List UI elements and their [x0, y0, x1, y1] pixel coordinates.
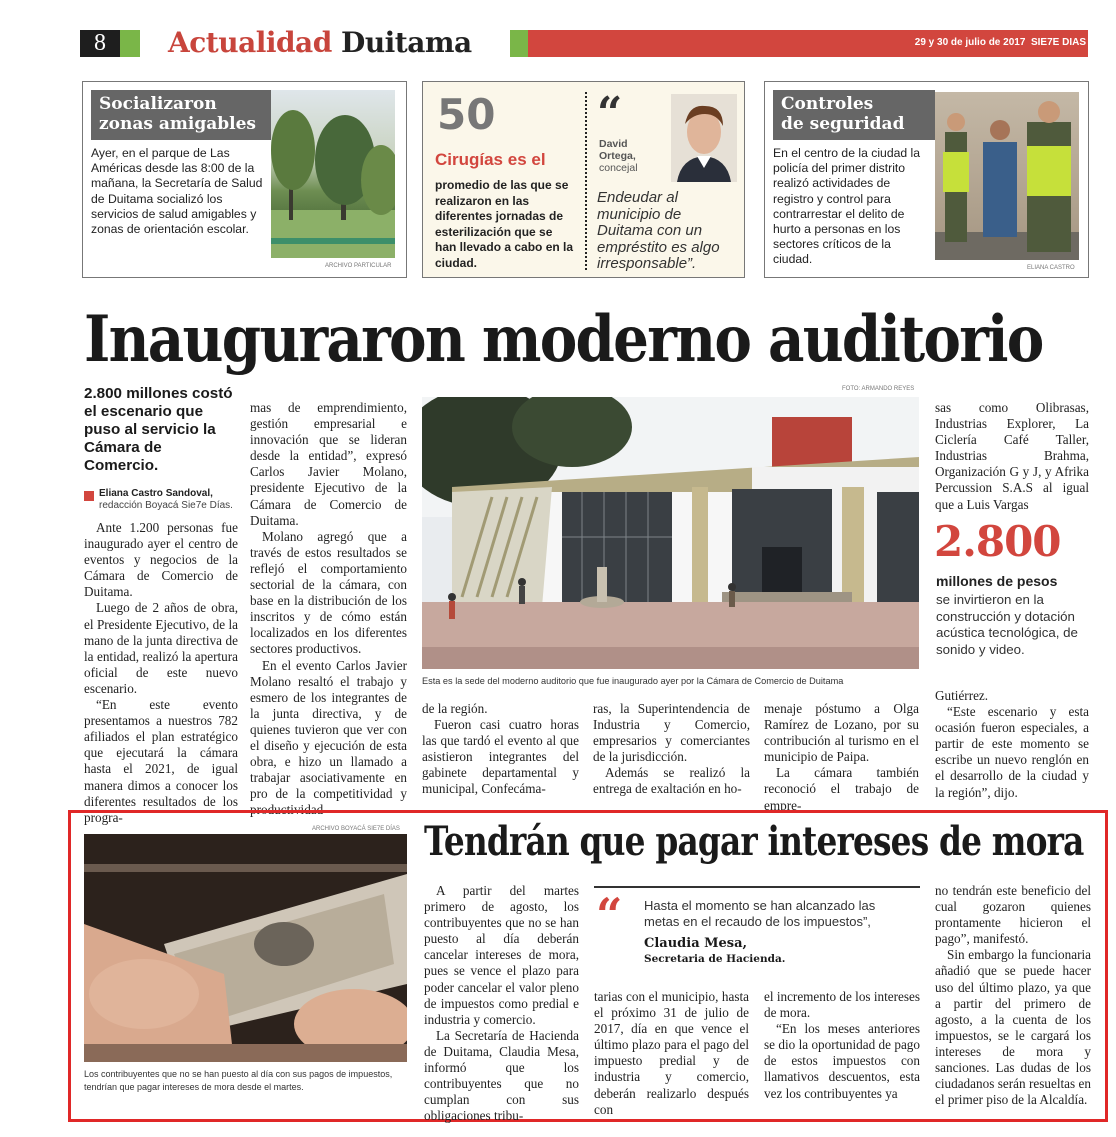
photo-credit: ARCHIVO PARTICULAR	[325, 263, 392, 269]
quote-person-role: concejal	[599, 162, 638, 174]
paragraph: La cámara también reconoció el trabajo de empre-	[764, 765, 919, 813]
brief-box-zonas	[82, 81, 407, 278]
paragraph: tarias con el municipio, hasta el próximo 31 de julio de 2017, día en que vence el último plazo para el pago del impuesto predial y de industria y comercio, deberán realizarlo después con	[594, 989, 749, 1117]
paragraph: “En este evento presentamos a nuestros 782 afiliados el plan estratégico que ejecutará la cámara hasta el 2021, de igual manera dimos a conocer los diferentes resultados de los progra-	[84, 697, 238, 825]
paragraph: “En los meses anteriores se dio la oportunidad de pago de estos impuestos con llamativos descuentos, esta vez los contribuyentes ya	[764, 1021, 920, 1101]
photo-caption: Los contribuyentes que no se han puesto al día con sus pagos de impuestos, tendrían que pagar intereses de mora desde el martes.	[84, 1069, 393, 1092]
brief-text: En el centro de la ciudad la policía del primer distrito realizó actividades de registro y control para contrarrestar el delito de hurto a personas en los sectores críticos de la ciudad.	[773, 146, 921, 267]
paragraph: Sin embargo la funcionaria añadió que se puede hacer uso del último plazo, ya que a partir del primero de agosto, a la cuenta de los impuestos, se le cargará los intereses de mora y sanciones. Las dudas de los ciudadanos serán resueltas en el primer piso de la Alcaldía.	[935, 947, 1091, 1108]
quote-text: Endeudar al municipio de Duitama con un empréstito es algo irresponsable”.	[597, 189, 720, 272]
second-headline: Tendrán que pagar intereses de mora	[424, 818, 1084, 865]
paragraph: A partir del martes primero de agosto, los contribuyentes que no se han puesto al día deberán cancelar intereses de mora, pues se vence el plazo para poder cancelar el valor pleno de impuestos como predial e industria y comercio.	[424, 883, 579, 1027]
photo-credit: ELIANA CASTRO	[1027, 265, 1075, 271]
park-photo-svg	[271, 90, 395, 258]
article-col3	[422, 701, 579, 798]
second-col1	[424, 883, 579, 1124]
paragraph: Fueron casi cuatro horas las que tardó el evento al que asistieron integrantes del gabinete departamental y municipal, Confecáma-	[422, 717, 579, 797]
dotted-divider	[585, 92, 587, 270]
issue-date: 29 y 30 de julio de 2017	[914, 37, 1026, 48]
paragraph: de la región.	[422, 701, 488, 716]
header-bar-accent	[510, 30, 528, 57]
section-title-b: Duitama	[341, 26, 472, 59]
auditorium-photo-svg	[422, 397, 919, 669]
quote-person-name1: David	[599, 138, 628, 150]
quote-mark: “	[596, 888, 623, 942]
brief-title-line2: zonas amigables	[99, 114, 256, 134]
paragraph: Gutiérrez.	[935, 688, 989, 703]
brief-title-line1: Controles	[781, 94, 874, 114]
brief-subtitle: Cirugías es el	[435, 150, 546, 169]
photo-caption: Esta es la sede del moderno auditorio que fue inaugurado ayer por la Cámara de Comercio de Duitama	[422, 676, 844, 686]
article-col1	[84, 520, 238, 826]
quote-person-name2: Ortega,	[599, 150, 636, 162]
quote-role: Secretaria de Hacienda.	[644, 953, 786, 965]
brief-number: 50	[437, 90, 496, 139]
brief-title	[773, 90, 935, 140]
payment-photo-svg	[84, 834, 407, 1062]
brief-box-cirugias	[422, 81, 745, 278]
person-portrait	[671, 94, 737, 182]
pull-quote	[594, 886, 920, 974]
photo-credit: FOTO: ARMANDO REYES	[842, 386, 915, 392]
brief-text: promedio de las que se realizaron en las diferentes jornadas de esterilización que se han llevado a cabo en la ciudad.	[435, 178, 574, 270]
auditorium-photo	[422, 397, 919, 669]
paragraph: Molano agregó que a través de estos resultados se reflejó el comportamiento sectorial de la cámara, con base en la distribución de los inscritos y de cómo están localizados en los diferentes sectores productivos.	[250, 528, 407, 657]
stat-number: 2.800	[934, 517, 1061, 566]
author-role: redacción Boyacá Sie7e Días.	[99, 500, 233, 511]
police-photo-svg	[935, 92, 1079, 260]
paragraph: mas de emprendimiento, gestión empresarial e innovación que se lideran desde la entidad”, expresó Carlos Javier Molano, presidente Ejecutivo de la Cámara de Comercio de Duitama.	[250, 400, 407, 528]
brand-name: SIE7E DIAS	[1030, 37, 1086, 48]
section-title-a: Actualidad	[168, 26, 332, 59]
paragraph: Luego de 2 años de obra, el Presidente Ejecutivo, de la mano de la junta directiva de la entidad, realizó la apertura oficial de este nuevo escenario.	[84, 600, 238, 696]
stat-text: se invirtieron en la construcción y dotación acústica tecnológica, de sonido y video.	[936, 592, 1078, 657]
paragraph: “Este escenario y esta ocasión fueron especiales, a partir de este momento se escribe un nuevo renglón en el desarrollo de la ciudad y la región”, dijo.	[935, 704, 1089, 800]
author-marker	[84, 491, 94, 501]
paragraph: sas como Olibrasas, Industrias Explorer, La Ciclería Café Taller, Industrias Brahma, Organización G y J, y Afrika Percussion S.A.S al igual que a Luis Vargas	[935, 400, 1089, 512]
header-date	[915, 37, 1086, 48]
paragraph: En el evento Carlos Javier Molano resaltó el trabajo y esmero de los integrantes de la junta directiva, y de quienes tuvieron que ver con el diseño y ejecución de esta obra, e hizo un llamado a trabajar asociativamente en pro de la competitividad y productividad	[250, 657, 407, 818]
brief-box-seguridad	[764, 81, 1089, 278]
page-number-accent	[120, 30, 140, 57]
park-photo	[271, 90, 395, 258]
payment-photo	[84, 834, 407, 1062]
article-deck: 2.800 millones costó el escenario que puso al servicio la Cámara de Comercio.	[84, 385, 233, 474]
brief-text: Ayer, en el parque de Las Américas desde las 8:00 de la mañana, la Secretaría de Salud de Duitama socializó los servicios de salud amigables y zonas de orientación escolar.	[91, 146, 263, 237]
quote-text: Hasta el momento se han alcanzado las metas en el recaudo de los impuestos”,	[644, 898, 876, 929]
police-photo	[935, 92, 1079, 260]
main-headline: Inauguraron moderno auditorio	[84, 302, 1043, 377]
second-col4	[935, 883, 1091, 1108]
section-title	[168, 26, 472, 59]
article-col2	[250, 400, 407, 818]
article-col6-bottom	[935, 688, 1089, 801]
paragraph: el incremento de los intereses de mora.	[764, 989, 920, 1021]
photo-credit: ARCHIVO BOYACÁ SIE7E DÍAS	[312, 826, 400, 832]
paragraph: Además se realizó la entrega de exaltación en ho-	[593, 765, 750, 797]
brief-title	[91, 90, 271, 140]
second-col3	[764, 989, 920, 1102]
paragraph: Ante 1.200 personas fue inaugurado ayer el centro de eventos y negocios de la Cámara de Comercio de Duitama.	[84, 520, 238, 600]
author-name: Eliana Castro Sandoval,	[99, 488, 213, 499]
article-col4	[593, 701, 750, 798]
article-col6-top	[935, 400, 1089, 513]
quote-person	[599, 138, 638, 174]
brief-title-line2: de seguridad	[781, 114, 905, 134]
page-number: 8	[80, 30, 120, 57]
paragraph: no tendrán este beneficio del cual gozaron quienes prontamente hicieron el pago”, manifestó.	[935, 883, 1091, 947]
paragraph: La Secretaría de Hacienda de Duitama, Claudia Mesa, informó que los contribuyentes que no cumplan con sus obligaciones tribu-	[424, 1027, 579, 1124]
second-col2	[594, 989, 749, 1118]
brief-title-line1: Socializaron	[99, 94, 217, 114]
quote-name: Claudia Mesa,	[644, 936, 748, 951]
quote-mark: “	[597, 88, 623, 139]
paragraph: ras, la Superintendencia de Industria y Comercio, empresarios y comerciantes de la jurisdicción.	[593, 701, 750, 765]
paragraph: menaje póstumo a Olga Ramírez de Lozano, por su contribución al turismo en el municipio de Paipa.	[764, 701, 919, 765]
article-col5	[764, 701, 919, 814]
stat-label: millones de pesos	[936, 573, 1058, 589]
person-portrait-svg	[671, 94, 737, 182]
